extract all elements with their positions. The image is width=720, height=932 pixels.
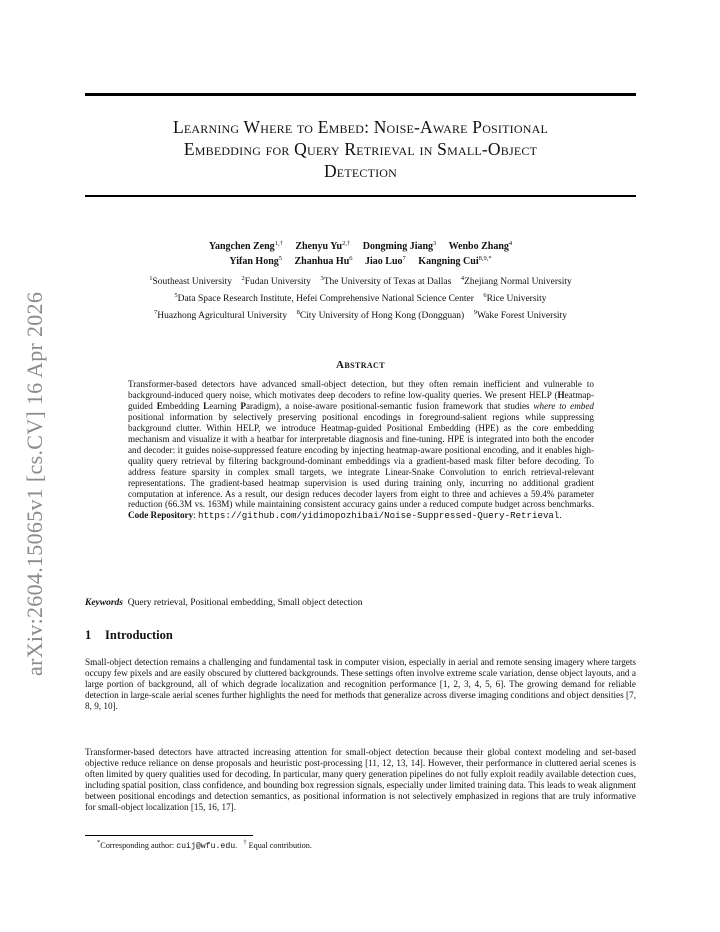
author-sup: 3 xyxy=(433,240,437,247)
affiliation: The University of Texas at Dallas xyxy=(323,277,452,287)
abstract-text: positional information by selectively preserving positional encodings in foreground-salient regions while suppressing background clutter. Within HELP, we introduce Heatmap-guided Positional Embedding (HPE) as the core embedding mechanism and visualize it with a heatbar for interpretable diagnosis and fine-tuning. HPE is integrated into both the encoder and decoder: it guides noise-suppressed feature encoding by injecting heatmap-aware positional encoding, and it enables high-quality query retrieval by filtering background-dominant embeddings via a gradient-based mask filter before decoding. To address feature sparsity in complex small targets, we integrate Linear-Snake Convolution to enrich retrieval-relevant representations. The gradient-based heatmap supervision is used during training only, incurring no additional gradient computation at inference. As a result, our design reduces decoder layers from eight to three and achieves a 59.4% parameter reduction (66.3M vs. 163M) while maintaining consistent accuracy gains under a reduced compute budget across benchmarks. xyxy=(128,411,594,510)
footnote-dagger: † xyxy=(243,839,247,846)
abstract-text: . xyxy=(559,510,562,521)
section-title: Introduction xyxy=(105,628,173,642)
abstract-text: eatmap-guided xyxy=(128,389,594,411)
corresponding-email[interactable]: cuij@wfu.edu xyxy=(176,842,236,851)
keywords-label: Keywords xyxy=(85,598,123,608)
title-line-2: Embedding for Query Retrieval in Small-Object xyxy=(183,139,538,159)
author-sup: 5 xyxy=(278,255,283,262)
affiliation-sup: 6 xyxy=(483,292,487,299)
keywords xyxy=(85,598,636,608)
affiliation-sup: 9 xyxy=(473,309,477,316)
title-line-1: Learning Where to Embed: Noise-Aware Positional xyxy=(173,117,548,137)
affiliation: Wake Forest University xyxy=(476,311,567,321)
author-line-1 xyxy=(85,238,636,253)
author-name: Dongming Jiang xyxy=(362,241,434,252)
section-number: 1 xyxy=(85,628,92,642)
author-list xyxy=(85,238,636,268)
footnote-text: Equal contribution. xyxy=(246,841,312,850)
affiliation: Southeast University xyxy=(152,277,232,287)
author-line-2 xyxy=(85,253,636,268)
acronym-letter: L xyxy=(203,400,210,411)
affiliation: Data Space Research Institute, Hefei Comprehensive National Science Center xyxy=(177,294,474,304)
affiliation: Fudan University xyxy=(244,277,311,287)
author-sup: 6 xyxy=(349,255,353,262)
affiliation: Zhejiang Normal University xyxy=(464,277,572,287)
author-name: Yangchen Zeng xyxy=(208,241,275,252)
affiliation-sup: 7 xyxy=(154,309,158,316)
intro-paragraph-1: Small-object detection remains a challenging and fundamental task in computer vision, especially in aerial and remote sensing imagery where targets occupy few pixels and are easily obscured by cluttered backgrounds. These settings often involve extreme scale variation, dense object layouts, and a large portion of background, all of which degrade localization and recognition performance [1, 2, 3, 4, 5, 6]. The growing demand for reliable detection in large-scale aerial scenes further highlights the need for methods that generalize across diverse imaging conditions and object densities [7, 8, 9, 10]. xyxy=(85,657,636,711)
title-line-3: Detection xyxy=(323,161,398,181)
section-heading xyxy=(85,628,173,643)
code-repository-label: Code Repository xyxy=(128,510,194,521)
abstract-text: mbedding xyxy=(162,400,204,411)
abstract-text: earning xyxy=(209,400,241,411)
paper-title xyxy=(85,116,636,182)
abstract-text: aradigm xyxy=(246,400,276,411)
affiliation-sup: 3 xyxy=(320,275,324,282)
intro-paragraph-2: Transformer-based detectors have attracted increasing attention for small-object detection because their global context modeling and set-based objective reduce reliance on dense proposals and heuristic post-processing [11, 12, 13, 14]. However, their performance in cluttered aerial scenes is often limited by query qualities used for decoding. In particular, many query generation pipelines do not fully exploit readily available detection cues, including spatial position, class confidence, and bounding box regression signals, especially under limited training data. This leads to weak alignment between positional encodings and detection semantics, as positional information is not selectively emphasized in regions that are truly informative for small-object localization [15, 16, 17]. xyxy=(85,747,636,812)
abstract-text: Transformer-based detectors have advanced small-object detection, but they often remain inefficient and vulnerable to background-induced query noise, which motivates deep decoders to refine low-quality queries. We present HELP ( xyxy=(128,379,594,400)
acronym-letter: P xyxy=(240,400,246,411)
abstract-text: : xyxy=(193,510,198,521)
footnote-star: * xyxy=(97,839,101,846)
author-name: Zhanhua Hu xyxy=(294,256,350,267)
abstract-text: ), a noise-aware positional-semantic fusion framework that studies xyxy=(275,400,534,411)
author-sup: 8,9,* xyxy=(478,255,492,262)
abstract-emphasis: where to embed xyxy=(533,400,594,411)
author-sup: 4 xyxy=(508,240,513,247)
author-name: Zhenyu Yu xyxy=(295,241,343,252)
affiliation-sup: 8 xyxy=(296,309,300,316)
footnote-text: . xyxy=(235,841,238,850)
keywords-text: Query retrieval, Positional embedding, Small object detection xyxy=(127,598,363,608)
author-name: Yifan Hong xyxy=(229,256,279,267)
affiliation: City University of Hong Kong (Dongguan) xyxy=(299,311,465,321)
abstract-body xyxy=(128,379,594,522)
acronym-letter: E xyxy=(156,400,163,411)
affiliation-sup: 4 xyxy=(460,275,465,282)
code-repository-link[interactable]: https://github.com/yidimopozhibai/Noise-Suppressed-Query-Retrieval xyxy=(197,510,560,522)
arxiv-stamp: arXiv:2604.15065v1 [cs.CV] 16 Apr 2026 xyxy=(22,291,47,676)
abstract-heading: Abstract xyxy=(336,359,385,371)
footnote xyxy=(97,839,312,851)
affiliation-sup: 5 xyxy=(174,292,178,299)
footnote-text: Corresponding author: xyxy=(100,841,177,850)
author-sup: 2,† xyxy=(342,240,351,247)
affiliation-line-2 xyxy=(70,289,651,306)
author-name: Jiao Luo xyxy=(365,256,403,267)
affiliation-line-3 xyxy=(70,306,651,323)
affiliation: Rice University xyxy=(486,294,547,304)
affiliation-sup: 1 xyxy=(149,275,153,282)
affiliation-line-1 xyxy=(70,272,651,289)
acronym-letter: H xyxy=(557,389,565,400)
title-bottom-rule xyxy=(85,195,636,197)
author-name: Wenbo Zhang xyxy=(448,241,509,252)
affiliation: Huazhong Agricultural University xyxy=(157,311,288,321)
footnote-rule xyxy=(85,835,253,836)
affiliation-list xyxy=(70,272,651,323)
author-sup: 1,† xyxy=(274,240,283,247)
affiliation-sup: 2 xyxy=(241,275,245,282)
author-sup: 7 xyxy=(402,255,406,262)
title-top-rule xyxy=(85,93,636,96)
author-name: Kangning Cui xyxy=(418,256,479,267)
